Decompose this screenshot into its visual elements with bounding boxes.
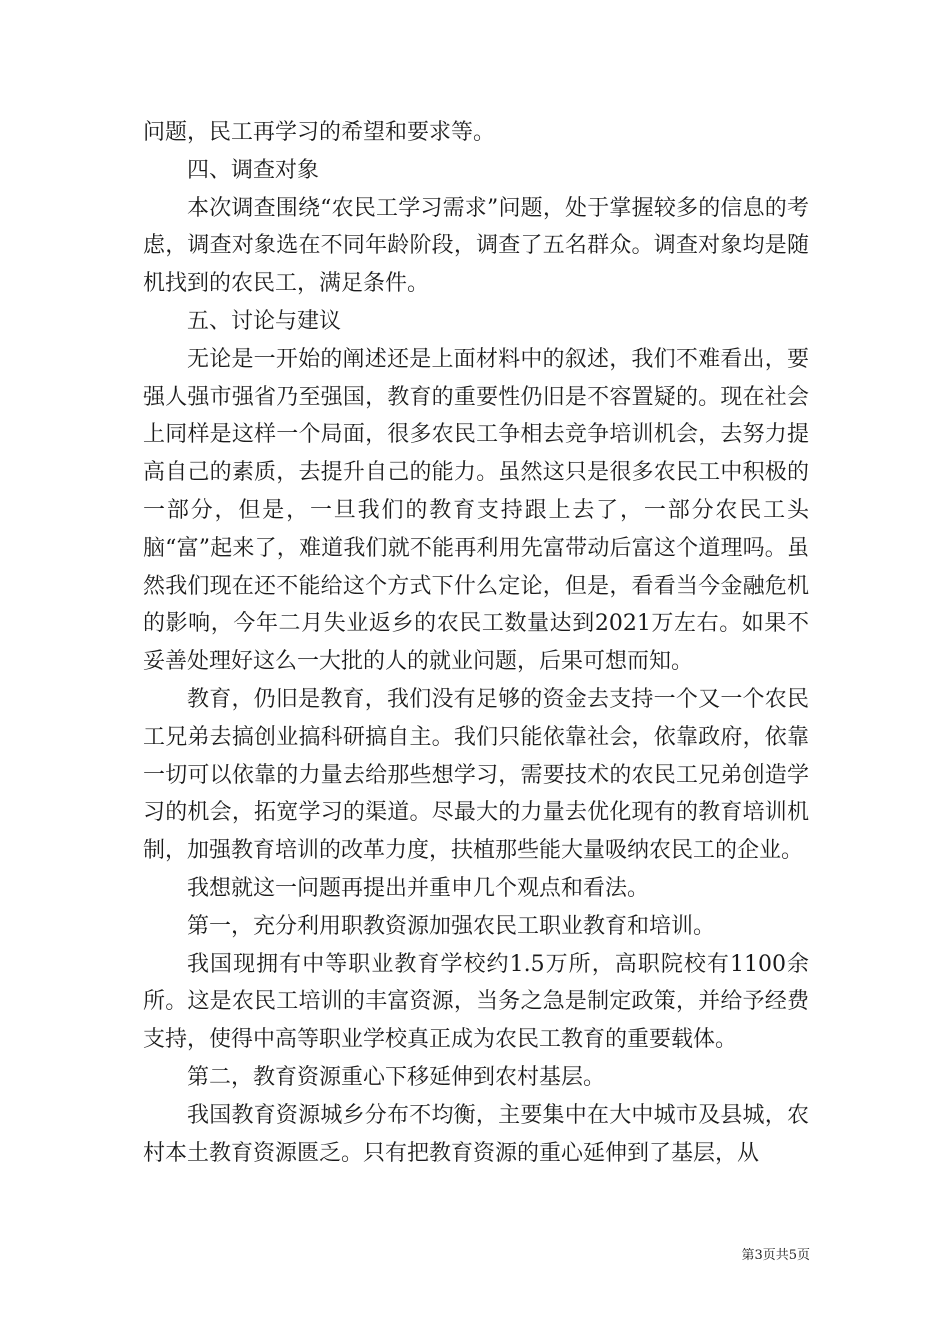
paragraph-point-2: 我国教育资源城乡分布不均衡，主要集中在大中城市及县城，农村本土教育资源匮乏。只有把教育资源的重心延伸到了基层，从: [143, 1102, 809, 1166]
section-heading-4: 四、调查对象: [187, 157, 320, 183]
page-number: 第3页共5页: [741, 1248, 810, 1263]
point-heading-1: 第一，充分利用职教资源加强农民工职业教育和培训。: [187, 913, 716, 939]
paragraph-viewpoints-intro: 我想就这一问题再提出并重申几个观点和看法。: [187, 875, 650, 901]
paragraph-continuation: 问题，民工再学习的希望和要求等。: [143, 120, 496, 145]
paragraph-discussion-1: 无论是一开始的阐述还是上面材料中的叙述，我们不难看出，要强人强市强省乃至强国，教育的重要性仍旧是不容置疑的。现在社会上同样是这样一个局面，很多农民工争相去竞争培训机会，去努力提高自己的素质，去提升自己的能力。虽然这只是很多农民工中积极的一部分，但是，一旦我们的教育支持跟上去了，一部分农民工头脑“富”起来了，难道我们就不能再利用先富带动后富这个道理吗。虽然我们现在还不能给这个方式下什么定论，但是，看看当今金融危机的影响，今年二月失业返乡的农民工数量达到2021万左右。如果不妥善处理好这么一大批的人的就业问题，后果可想而知。: [143, 346, 809, 675]
section-heading-5: 五、讨论与建议: [187, 308, 342, 334]
point-heading-2: 第二，教育资源重心下移延伸到农村基层。: [187, 1064, 606, 1090]
paragraph-point-1: 我国现拥有中等职业教育学校约1.5万所，高职院校有1100余所。这是农民工培训的丰富资源，当务之急是制定政策，并给予经费支持，使得中高等职业学校真正成为农民工教育的重要载体。: [143, 951, 809, 1053]
paragraph-survey-subjects: 本次调查围绕“农民工学习需求”问题，处于掌握较多的信息的考虑，调查对象选在不同年龄阶段，调查了五名群众。调查对象均是随机找到的农民工，满足条件。: [143, 195, 809, 297]
document-body: [143, 114, 809, 1172]
paragraph-discussion-2: 教育，仍旧是教育，我们没有足够的资金去支持一个又一个农民工兄弟去搞创业搞科研搞自主。我们只能依靠社会，依靠政府，依靠一切可以依靠的力量去给那些想学习，需要技术的农民工兄弟创造学习的机会，拓宽学习的渠道。尽最大的力量去优化现有的教育培训机制，加强教育培训的改革力度，扶植那些能大量吸纳农民工的企业。: [143, 686, 809, 864]
